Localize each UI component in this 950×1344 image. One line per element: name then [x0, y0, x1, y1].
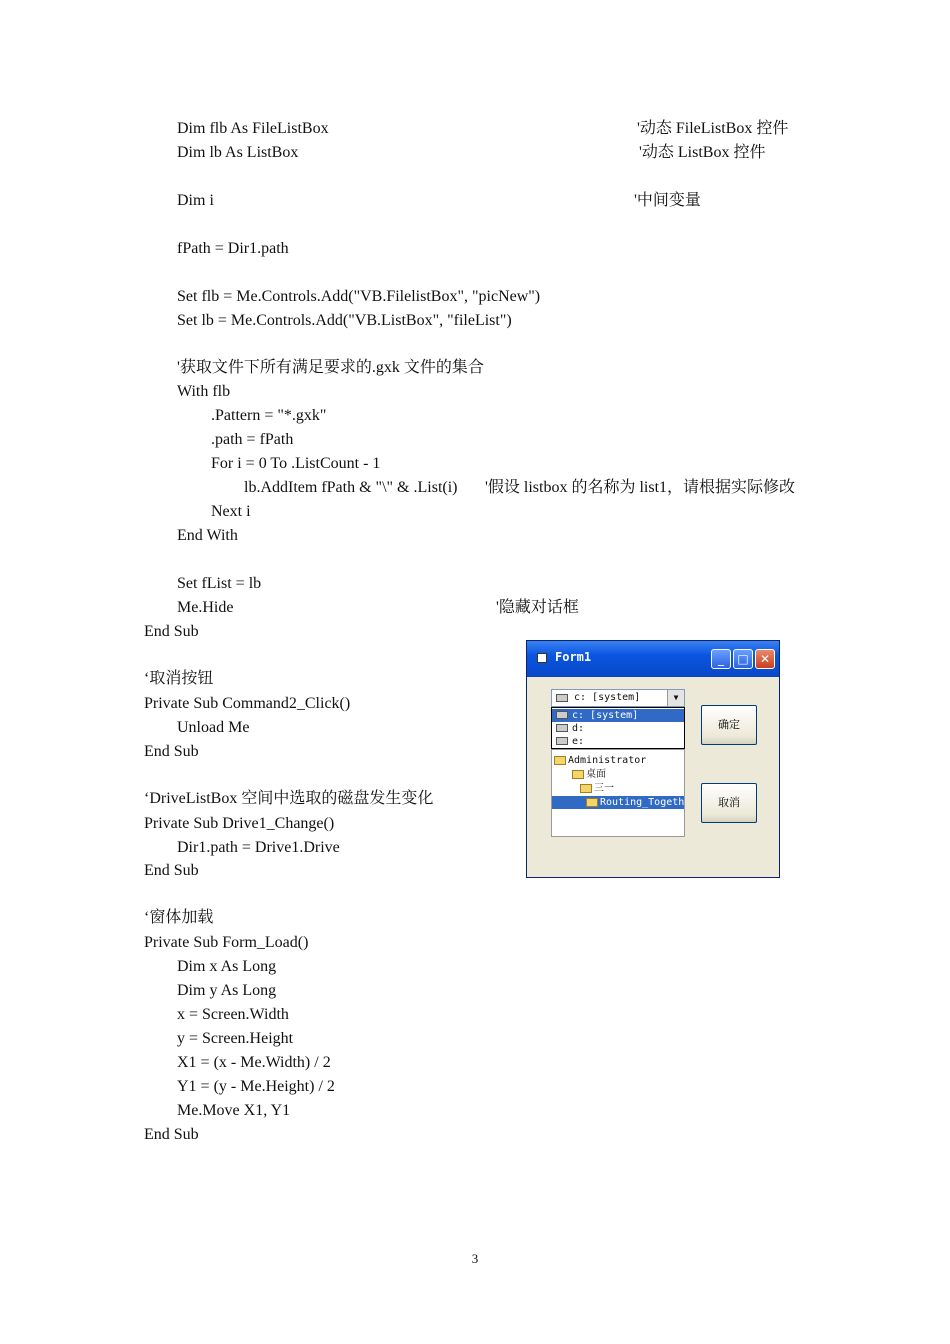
folder-icon	[554, 756, 566, 765]
code-line: fPath = Dir1.path	[177, 240, 289, 257]
list-item[interactable]: Routing_Togeth	[552, 796, 684, 809]
drive-dropdown-list[interactable]	[551, 707, 685, 749]
close-button[interactable]: ✕	[755, 649, 775, 669]
code-line: Private Sub Form_Load()	[144, 934, 309, 951]
code-comment: '获取文件下所有满足要求的.gxk 文件的集合	[177, 359, 484, 376]
form-titlebar[interactable]	[527, 641, 779, 677]
minimize-button[interactable]: _	[711, 649, 731, 669]
code-comment: ‘取消按钮	[144, 670, 214, 687]
code-line: Me.Hide	[177, 599, 234, 616]
code-comment: '中间变量	[634, 192, 701, 209]
list-item[interactable]: d:	[552, 722, 684, 735]
page-number: 3	[471, 1251, 479, 1266]
code-line: Dim y As Long	[177, 982, 277, 999]
code-line: Dim flb As FileListBox	[177, 120, 329, 137]
form-icon	[537, 653, 547, 663]
code-line: Dir1.path = Drive1.Drive	[177, 839, 340, 856]
list-item[interactable]: 桌面	[572, 768, 606, 781]
drive-icon	[556, 694, 568, 702]
drive-combo-value: c: [system]	[574, 692, 641, 703]
folder-icon	[580, 784, 592, 793]
code-line: End With	[177, 527, 238, 544]
code-comment: '隐藏对话框	[496, 599, 579, 616]
chevron-down-icon[interactable]: ▼	[667, 690, 684, 706]
maximize-button[interactable]: □	[733, 649, 753, 669]
code-line: Dim i	[177, 192, 214, 209]
code-line: With flb	[177, 383, 231, 400]
code-line: End Sub	[144, 623, 199, 640]
drive-icon	[556, 711, 568, 719]
code-comment: '动态 ListBox 控件	[639, 144, 766, 161]
code-comment: ‘窗体加载	[144, 909, 214, 926]
code-line: Me.Move X1, Y1	[177, 1102, 291, 1119]
code-line: y = Screen.Height	[177, 1030, 294, 1047]
code-line: X1 = (x - Me.Width) / 2	[177, 1054, 331, 1071]
list-item[interactable]: 三一	[580, 782, 614, 795]
drive-icon	[556, 724, 568, 732]
cancel-button[interactable]: 取消	[701, 783, 757, 823]
code-line: Private Sub Drive1_Change()	[144, 815, 335, 832]
code-line: Next i	[211, 503, 251, 520]
code-line: Dim x As Long	[177, 958, 277, 975]
code-line: Y1 = (y - Me.Height) / 2	[177, 1078, 335, 1095]
code-line: x = Screen.Width	[177, 1006, 289, 1023]
code-line: Set fList = lb	[177, 575, 262, 592]
list-item[interactable]: c: [system]	[552, 709, 684, 722]
code-line: lb.AddItem fPath & "\" & .List(i)	[244, 479, 458, 496]
code-line: Unload Me	[177, 719, 250, 736]
drive-icon	[556, 737, 568, 745]
directory-list[interactable]	[551, 749, 685, 837]
drive-combo[interactable]	[551, 689, 685, 707]
code-line: .Pattern = "*.gxk"	[211, 407, 327, 424]
code-comment: '动态 FileListBox 控件	[637, 120, 789, 137]
code-line: Set lb = Me.Controls.Add("VB.ListBox", "fileList")	[177, 312, 512, 329]
code-line: End Sub	[144, 1126, 199, 1143]
code-line: Dim lb As ListBox	[177, 144, 299, 161]
list-item[interactable]: Administrator	[554, 754, 646, 767]
code-comment: '假设 listbox 的名称为 list1，请根据实际修改	[485, 479, 796, 496]
folder-icon	[572, 770, 584, 779]
code-line: End Sub	[144, 862, 199, 879]
folder-open-icon	[586, 798, 598, 807]
form-client-area	[531, 677, 775, 873]
code-line: Private Sub Command2_Click()	[144, 695, 351, 712]
code-line: End Sub	[144, 743, 199, 760]
form-title: Form1	[555, 650, 592, 664]
code-comment: ‘DriveListBox 空间中选取的磁盘发生变化	[144, 790, 434, 807]
code-line: Set flb = Me.Controls.Add("VB.FilelistBox", "picNew")	[177, 288, 541, 305]
vb-form-window	[526, 640, 780, 878]
code-line: For i = 0 To .ListCount - 1	[211, 455, 381, 472]
ok-button[interactable]: 确定	[701, 705, 757, 745]
list-item[interactable]: e:	[552, 735, 684, 748]
code-line: .path = fPath	[211, 431, 294, 448]
